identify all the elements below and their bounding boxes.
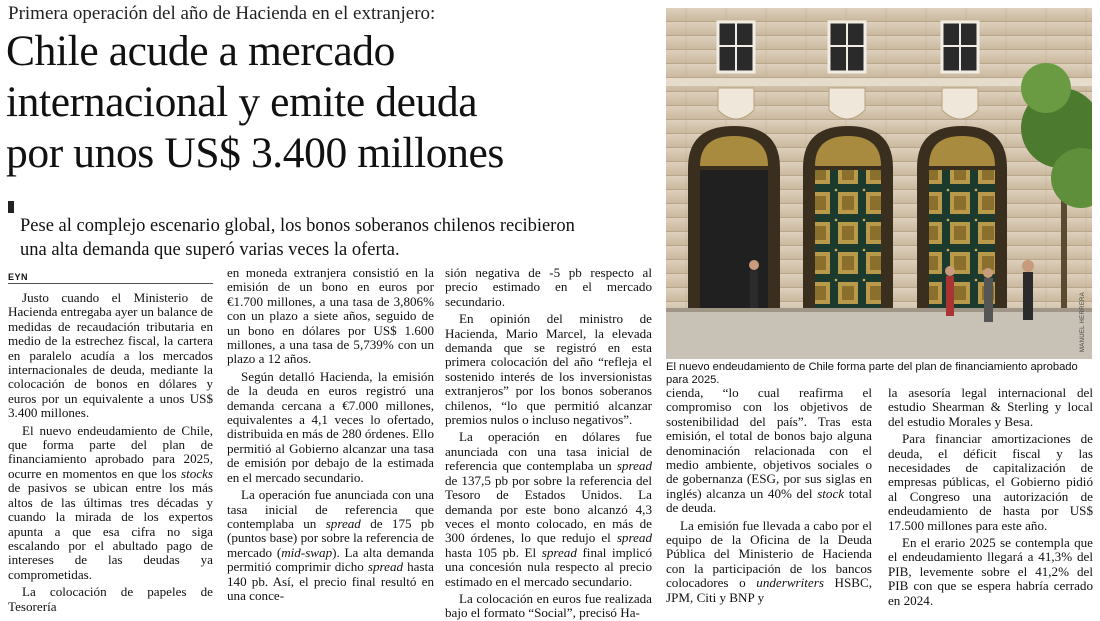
photo-caption: El nuevo endeudamiento de Chile forma parte del plan de financiamiento aprobado para 2025. <box>666 361 1078 386</box>
article-deck <box>20 214 660 262</box>
body-paragraph: El nuevo endeudamiento de Chile, que forma parte del plan de financiamiento aprobado para 2025, ocurre en momentos en que los stocks de pasivos se ubican entre los más altos de las últimas tres décadas y cuando la mirada de los expertos apunta a que esa cifra no siga escalando por el abultado pago de intereses de las deudas ya comprometidas. <box>8 422 213 582</box>
byline-divider <box>8 283 213 284</box>
body-paragraph: Para financiar amortizaciones de deuda, el déficit fiscal y las necesidades de capitalización de empresas públicas, el Gobierno pidió al Congreso una autorización de endeudamiento de hasta por US$ 17.500 millones para este año. <box>888 431 1093 533</box>
body-paragraph: La operación fue anunciada con una tasa inicial de referencia que contemplaba un spread de 175 pb (puntos base) por sobre la referencia de mercado (mid-swap). La alta demanda permitió comprimir dicho spread hasta 140 pb. Así, el precio final resultó en una conce- <box>227 487 434 603</box>
body-column-4 <box>666 386 872 605</box>
body-paragraph: En el erario 2025 se contempla que el endeudamiento llegará a 41,3% del PIB, levemente sobre el 41,2% del PIB con que se espera habría cerrado en 2024. <box>888 535 1093 608</box>
body-paragraph: la asesoría legal internacional del estudio Shearman & Sterling y local del estudio Morales y Besa. <box>888 385 1093 429</box>
body-paragraph: La colocación en euros fue realizada bajo el formato “Social”, precisó Ha- <box>445 590 652 621</box>
body-column-5 <box>888 386 1093 608</box>
body-paragraph: Justo cuando el Ministerio de Hacienda entregaba ayer un balance de medidas de recaudación tributaria en medio de la estrechez fiscal, la cartera en paralelo acudía a los mercados internacionales de deuda, mediante la colocación de bonos en dólares y euros por un equivalente a unos US$ 3.400 millones. <box>8 290 213 421</box>
byline: EYN <box>8 272 29 282</box>
body-paragraph: La operación en dólares fue anunciada con una tasa inicial de referencia que contemplaba un spread de 137,5 pb por sobre la referencia del Tesoro de Estados Unidos. La demanda por este bono alcanzó 4,3 veces el monto colocado, en más de 300 órdenes, lo que redujo el spread hasta 105 pb. El spread final implicó una concesión nula respecto al precio estimado en el mercado secundario. <box>445 429 652 589</box>
body-paragraph: La emisión fue llevada a cabo por el equipo de la Oficina de la Deuda Pública del Ministerio de Hacienda con la participación de los bancos colocadores o underwriters HSBC, JPM, Citi y BNP y <box>666 517 872 605</box>
body-paragraph: La colocación de papeles de Tesorería <box>8 584 213 614</box>
deck-line: una alta demanda que superó varias veces la oferta. <box>20 240 400 260</box>
body-paragraph: Según detalló Hacienda, la emisión de la deuda en euros registró una demanda cercana a €7.000 millones, equivalentes a 4,1 veces lo ofertado, distribuida en más de 280 órdenes. Ello permitió al Gobierno alcanzar una tasa de emisión por debajo de la estimada en el mercado secundario. <box>227 368 434 485</box>
headline-line: Chile acude a mercado <box>6 27 395 75</box>
finance-ministry-facade-image <box>666 8 1092 359</box>
deck-line: Pese al complejo escenario global, los bonos soberanos chilenos recibieron <box>20 216 575 236</box>
photo-credit: MANUEL HERRERA <box>1080 292 1086 352</box>
article-headline <box>6 26 661 179</box>
article-kicker: Primera operación del año de Hacienda en el extranjero: <box>8 3 436 24</box>
deck-marker <box>8 201 14 213</box>
body-column-2 <box>227 266 434 603</box>
body-column-3 <box>445 266 652 621</box>
headline-line: por unos US$ 3.400 millones <box>6 129 504 177</box>
headline-line: internacional y emite deuda <box>6 78 478 126</box>
body-paragraph: en moneda extranjera consistió en la emisión de un bono en euros por €1.700 millones, a una tasa de 3,806% con un plazo a siete años, seguido de un bono en dólares por US$ 1.600 millones, a una tasa de 5,739% con un plazo a 12 años. <box>227 265 434 367</box>
body-column-1 <box>8 291 213 614</box>
body-paragraph: En opinión del ministro de Hacienda, Mario Marcel, la elevada demanda que se registró en esta primera colocación del año “refleja el sostenido interés de los inversionistas extranjeros” por los bonos soberanos chilenos, “lo que permitió alcanzar premios nulos o incluso negativos”. <box>445 311 652 428</box>
body-paragraph: cienda, “lo cual reafirma el compromiso con los objetivos de sostenibilidad del país”. Tras esta emisión, el total de bonos bajo alguna denominación relacionada con el medio ambiente, objetivos sociales o de gobernanza (ESG, por sus siglas en inglés) alcanza un 40% del stock total de deuda. <box>666 385 873 516</box>
building-photo <box>666 8 1092 359</box>
body-paragraph: sión negativa de -5 pb respecto al precio estimado en el mercado secundario. <box>445 265 652 309</box>
